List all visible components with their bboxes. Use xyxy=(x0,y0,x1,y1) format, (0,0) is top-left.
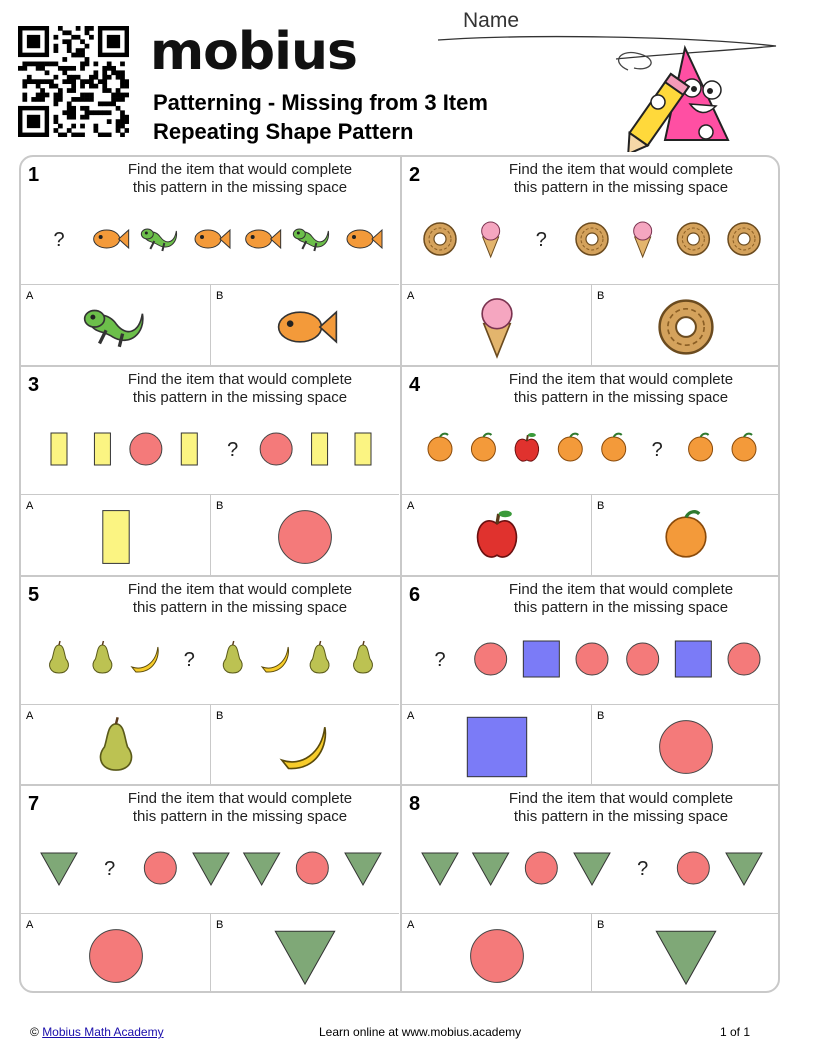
pattern-item-triangle xyxy=(726,853,762,885)
option-b[interactable] xyxy=(211,704,399,785)
question-number: 5 xyxy=(28,584,40,606)
instruction-line-1: Find the item that would complete xyxy=(508,581,734,598)
option-b[interactable] xyxy=(592,494,780,575)
option-letter: A xyxy=(407,290,415,302)
option-letter: B xyxy=(216,500,224,512)
pattern-item-triangle xyxy=(193,853,229,885)
question-number: 8 xyxy=(409,793,421,815)
option-a-image xyxy=(402,285,592,366)
question-1 xyxy=(21,157,399,365)
pattern-item-circle xyxy=(576,643,608,675)
missing-item-mark: ? xyxy=(104,858,116,880)
option-letter: A xyxy=(407,919,415,931)
title-line-1: Patterning - Missing from 3 Item xyxy=(153,90,488,115)
pattern-item-lizard xyxy=(293,229,328,251)
pattern-sequence xyxy=(21,209,399,275)
pattern-item-orange xyxy=(689,434,713,461)
option-b[interactable] xyxy=(592,704,780,785)
question-instruction xyxy=(81,371,399,407)
pattern-item-pear xyxy=(93,641,112,673)
question-number: 7 xyxy=(28,793,40,815)
instruction-line-1: Find the item that would complete xyxy=(127,371,353,388)
option-b-image xyxy=(592,495,780,576)
option-letter: B xyxy=(216,290,224,302)
option-b-image xyxy=(592,705,780,786)
instruction-line-1: Find the item that would complete xyxy=(508,161,734,178)
pattern-item-donut xyxy=(728,223,760,255)
question-instruction xyxy=(462,161,780,197)
pattern-item-ice-cream xyxy=(482,222,500,257)
pattern-item-apple xyxy=(515,433,539,461)
question-instruction xyxy=(462,371,780,407)
qr-code-icon xyxy=(18,26,129,137)
title-line-2: Repeating Shape Pattern xyxy=(153,119,414,144)
pattern-item-donut xyxy=(424,223,456,255)
pattern-item-circle xyxy=(296,852,328,884)
question-instruction xyxy=(462,790,780,826)
option-item-square xyxy=(467,717,526,776)
option-a-image xyxy=(402,495,592,576)
missing-item-mark: ? xyxy=(637,858,649,880)
question-number: 2 xyxy=(409,164,421,186)
option-letter: B xyxy=(597,290,605,302)
option-letter: B xyxy=(597,500,605,512)
question-6 xyxy=(402,577,780,785)
pattern-sequence xyxy=(402,209,780,275)
mobius-academy-link[interactable]: Mobius Math Academy xyxy=(42,1025,164,1039)
question-4 xyxy=(402,367,780,575)
pattern-item-pear xyxy=(223,641,242,673)
pencil-triangle-mascot-icon xyxy=(610,40,740,152)
option-item-triangle xyxy=(656,931,715,984)
pattern-item-circle xyxy=(130,433,162,465)
question-instruction xyxy=(81,790,399,826)
pattern-item-square xyxy=(675,641,711,677)
page-title xyxy=(153,88,488,146)
question-instruction xyxy=(81,161,399,197)
option-a-image xyxy=(402,705,592,786)
pattern-item-fish xyxy=(246,230,281,248)
option-a[interactable] xyxy=(21,284,211,365)
pattern-item-triangle xyxy=(422,853,458,885)
footer-copyright xyxy=(30,1025,164,1039)
instruction-line-1: Find the item that would complete xyxy=(127,581,353,598)
option-a[interactable] xyxy=(21,704,211,785)
pattern-item-ice-cream xyxy=(634,222,652,257)
pattern-item-circle xyxy=(144,852,176,884)
instruction-line-2: this pattern in the missing space xyxy=(132,808,348,825)
question-number: 6 xyxy=(409,584,421,606)
question-7 xyxy=(21,786,399,993)
pattern-sequence xyxy=(21,838,399,904)
option-a[interactable] xyxy=(21,913,211,993)
pattern-item-lizard xyxy=(141,229,176,251)
option-b-image xyxy=(592,285,780,366)
pattern-item-fish xyxy=(195,230,230,248)
pattern-sequence xyxy=(21,629,399,695)
option-a[interactable] xyxy=(402,704,592,785)
pattern-item-rectangle xyxy=(355,433,371,465)
pattern-item-rectangle xyxy=(94,433,110,465)
option-letter: A xyxy=(26,290,34,302)
pattern-sequence xyxy=(21,419,399,485)
pattern-item-banana xyxy=(132,647,158,672)
option-b-image xyxy=(592,914,780,993)
pattern-item-pear xyxy=(310,641,329,673)
question-grid xyxy=(19,155,780,993)
option-a[interactable] xyxy=(402,284,592,365)
pattern-sequence xyxy=(402,419,780,485)
pattern-item-pear xyxy=(50,641,69,673)
pattern-item-orange xyxy=(602,434,626,461)
copyright-symbol: © xyxy=(30,1025,39,1039)
option-item-fish xyxy=(279,312,337,342)
pattern-item-triangle xyxy=(473,853,509,885)
instruction-line-2: this pattern in the missing space xyxy=(513,599,729,616)
missing-item-mark: ? xyxy=(434,649,446,671)
option-item-triangle xyxy=(275,931,334,984)
question-instruction xyxy=(462,581,780,617)
option-item-rectangle xyxy=(103,511,129,564)
option-a[interactable] xyxy=(21,494,211,575)
option-item-circle xyxy=(90,930,143,983)
pattern-item-donut xyxy=(677,223,709,255)
missing-item-mark: ? xyxy=(183,649,195,671)
option-letter: B xyxy=(216,710,224,722)
option-b[interactable] xyxy=(211,284,399,365)
pattern-item-rectangle xyxy=(181,433,197,465)
question-number: 1 xyxy=(28,164,40,186)
pattern-item-donut xyxy=(576,223,608,255)
question-2 xyxy=(402,157,780,365)
pattern-item-circle xyxy=(677,852,709,884)
pattern-item-triangle xyxy=(345,853,381,885)
missing-item-mark: ? xyxy=(53,229,65,251)
option-b-image xyxy=(211,914,399,993)
pattern-item-triangle xyxy=(574,853,610,885)
option-item-pear xyxy=(100,717,131,770)
pattern-item-triangle xyxy=(244,853,280,885)
missing-item-mark: ? xyxy=(651,439,663,461)
option-letter: B xyxy=(216,919,224,931)
question-3 xyxy=(21,367,399,575)
pattern-item-orange xyxy=(428,434,452,461)
option-a-image xyxy=(402,914,592,993)
pattern-item-circle xyxy=(260,433,292,465)
instruction-line-1: Find the item that would complete xyxy=(127,790,353,807)
pattern-item-circle xyxy=(475,643,507,675)
option-b[interactable] xyxy=(211,913,399,993)
option-item-orange xyxy=(666,512,706,557)
option-letter: A xyxy=(26,919,34,931)
pattern-item-rectangle xyxy=(312,433,328,465)
pattern-item-triangle xyxy=(41,853,77,885)
option-a-image xyxy=(21,285,211,366)
pattern-item-circle xyxy=(728,643,760,675)
option-b[interactable] xyxy=(592,913,780,993)
footer-learn-online: Learn online at www.mobius.academy xyxy=(319,1025,522,1039)
pattern-item-orange xyxy=(732,434,756,461)
pattern-item-circle xyxy=(627,643,659,675)
pattern-item-fish xyxy=(347,230,382,248)
question-8 xyxy=(402,786,780,993)
pattern-item-fish xyxy=(94,230,129,248)
pattern-sequence xyxy=(402,838,780,904)
option-item-circle xyxy=(660,721,713,774)
instruction-line-2: this pattern in the missing space xyxy=(132,599,348,616)
option-item-apple xyxy=(478,511,517,557)
pattern-sequence xyxy=(402,629,780,695)
option-b[interactable] xyxy=(211,494,399,575)
instruction-line-2: this pattern in the missing space xyxy=(513,179,729,196)
pattern-item-pear xyxy=(354,641,373,673)
option-letter: A xyxy=(26,710,34,722)
option-letter: B xyxy=(597,919,605,931)
option-letter: A xyxy=(26,500,34,512)
option-a-image xyxy=(21,495,211,576)
missing-item-mark: ? xyxy=(227,439,239,461)
option-b-image xyxy=(211,285,399,366)
question-number: 3 xyxy=(28,374,40,396)
option-item-circle xyxy=(471,930,524,983)
missing-item-mark: ? xyxy=(535,229,547,251)
option-a[interactable] xyxy=(402,913,592,993)
option-a[interactable] xyxy=(402,494,592,575)
pattern-item-orange xyxy=(471,434,495,461)
instruction-line-2: this pattern in the missing space xyxy=(513,808,729,825)
option-b-image xyxy=(211,495,399,576)
instruction-line-1: Find the item that would complete xyxy=(508,371,734,388)
option-item-donut xyxy=(660,301,713,354)
pattern-item-banana xyxy=(262,647,288,672)
option-a-image xyxy=(21,705,211,786)
option-item-circle xyxy=(279,511,332,564)
option-item-banana xyxy=(282,727,326,768)
instruction-line-2: this pattern in the missing space xyxy=(513,389,729,406)
pattern-item-orange xyxy=(558,434,582,461)
pattern-item-square xyxy=(523,641,559,677)
instruction-line-1: Find the item that would complete xyxy=(508,790,734,807)
instruction-line-2: this pattern in the missing space xyxy=(132,389,348,406)
option-b-image xyxy=(211,705,399,786)
instruction-line-1: Find the item that would complete xyxy=(127,161,353,178)
question-instruction xyxy=(81,581,399,617)
option-letter: A xyxy=(407,710,415,722)
name-label: Name xyxy=(463,9,520,32)
mobius-logo: mobius xyxy=(150,22,357,82)
pattern-item-circle xyxy=(525,852,557,884)
pattern-item-rectangle xyxy=(51,433,67,465)
option-item-lizard xyxy=(85,311,143,347)
option-b[interactable] xyxy=(592,284,780,365)
option-letter: A xyxy=(407,500,415,512)
question-number: 4 xyxy=(409,374,421,396)
footer-page-number: 1 of 1 xyxy=(720,1025,751,1039)
option-item-ice-cream xyxy=(482,299,512,357)
option-a-image xyxy=(21,914,211,993)
question-5 xyxy=(21,577,399,785)
option-letter: B xyxy=(597,710,605,722)
instruction-line-2: this pattern in the missing space xyxy=(132,179,348,196)
